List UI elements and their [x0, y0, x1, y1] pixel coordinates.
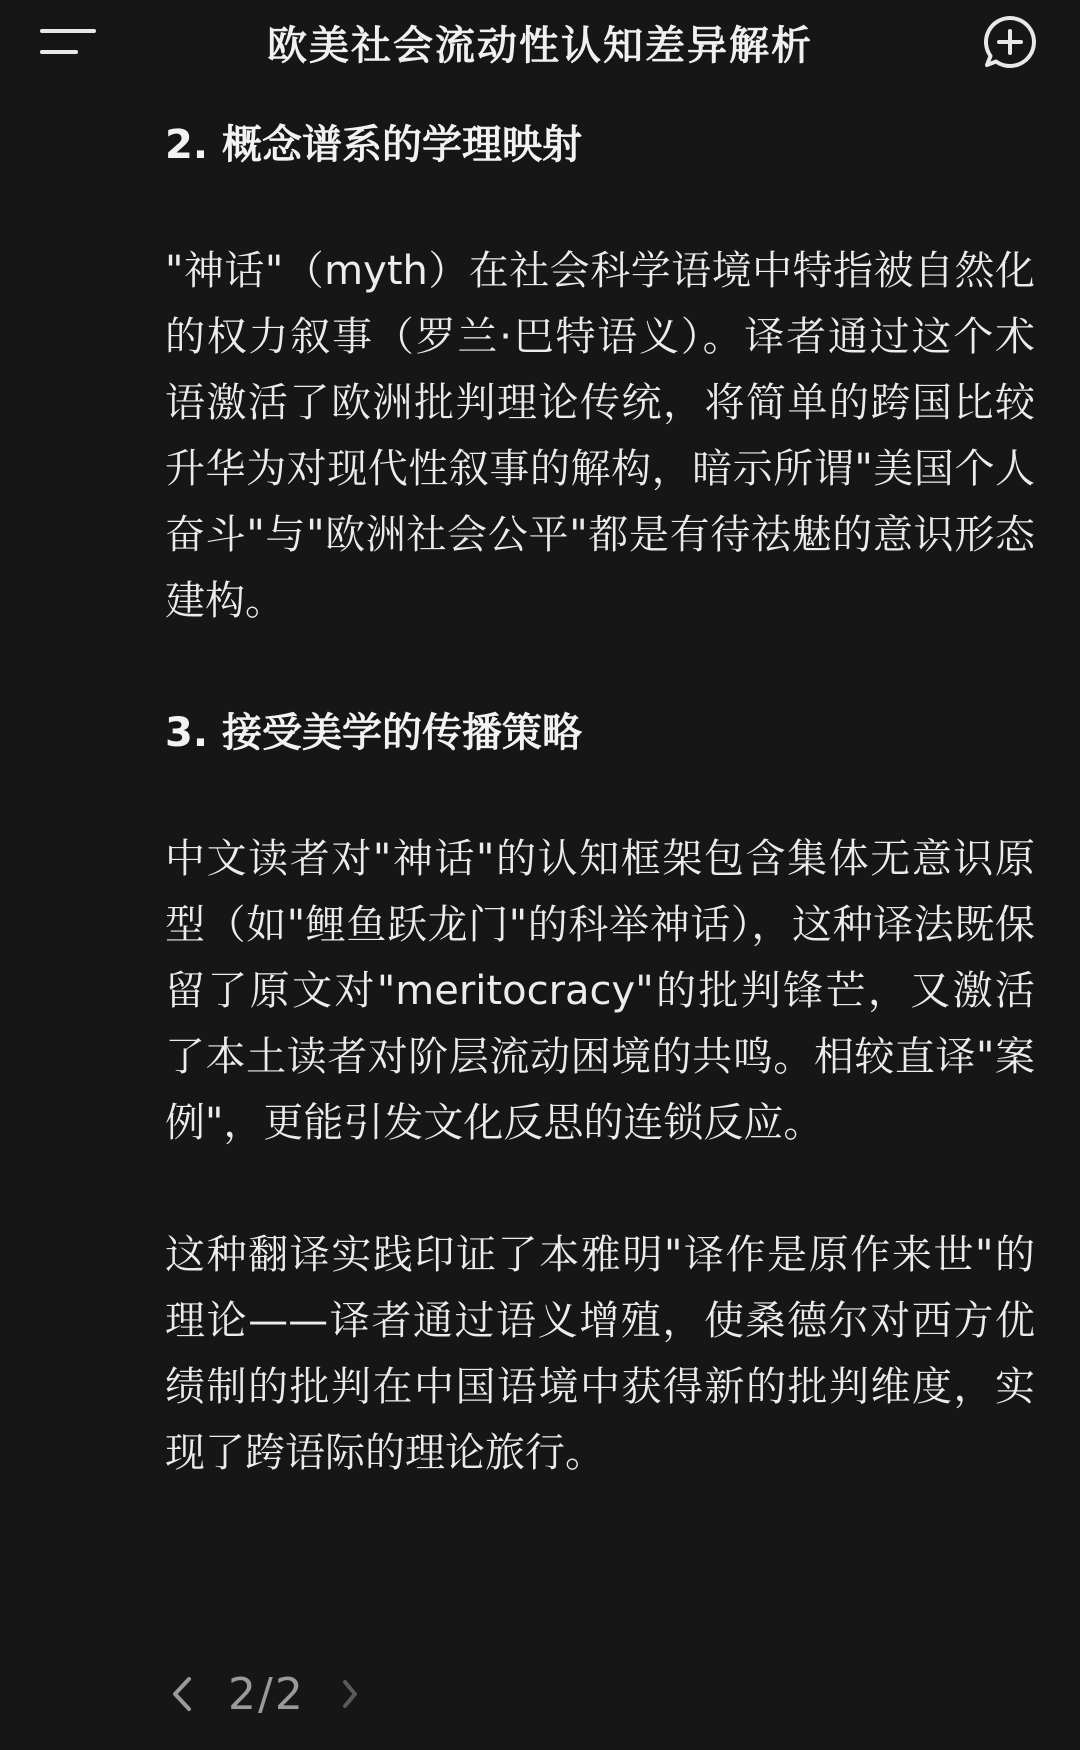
section-paragraph: 中文读者对"神话"的认知框架包含集体无意识原型（如"鲤鱼跃龙门"的科举神话），这种译法既保留了原文对"meritocracy"的批判锋芒，又激活了本土读者对阶层流动困境的共鸣。相较直译"案例"，更能引发文化反思的连锁反应。 [165, 836, 1035, 1146]
page-title: 欧美社会流动性认知差异解析 [267, 23, 813, 69]
section-heading: 3. 接受美学的传播策略 [165, 710, 582, 756]
page-counter: 2/2 [228, 1668, 305, 1720]
previous-response-button[interactable] [162, 1664, 202, 1724]
message-content [165, 112, 1035, 1552]
section-paragraph: "神话"（myth）在社会科学语境中特指被自然化的权力叙事（罗兰·巴特语义）。译者通过这个术语激活了欧洲批判理论传统，将简单的跨国比较升华为对现代性叙事的解构，暗示所谓"美国个人奋斗"与"欧洲社会公平"都是有待祛魅的意识形态建构。 [165, 248, 1035, 624]
plus-bubble-icon [980, 12, 1040, 72]
menu-button[interactable] [36, 18, 100, 66]
top-bar [0, 0, 1080, 84]
conclusion-paragraph: 这种翻译实践印证了本雅明"译作是原作来世"的理论——译者通过语义增殖，使桑德尔对西方优绩制的批判在中国语境中获得新的批判维度，实现了跨语际的理论旅行。 [165, 1232, 1035, 1476]
new-chat-button[interactable] [980, 12, 1040, 72]
next-response-button[interactable] [331, 1664, 371, 1724]
hamburger-menu-icon [36, 18, 100, 66]
chevron-right-icon [339, 1674, 363, 1714]
response-pager [162, 1664, 371, 1724]
section-heading: 2. 概念谱系的学理映射 [165, 122, 582, 168]
chevron-left-icon [170, 1674, 194, 1714]
